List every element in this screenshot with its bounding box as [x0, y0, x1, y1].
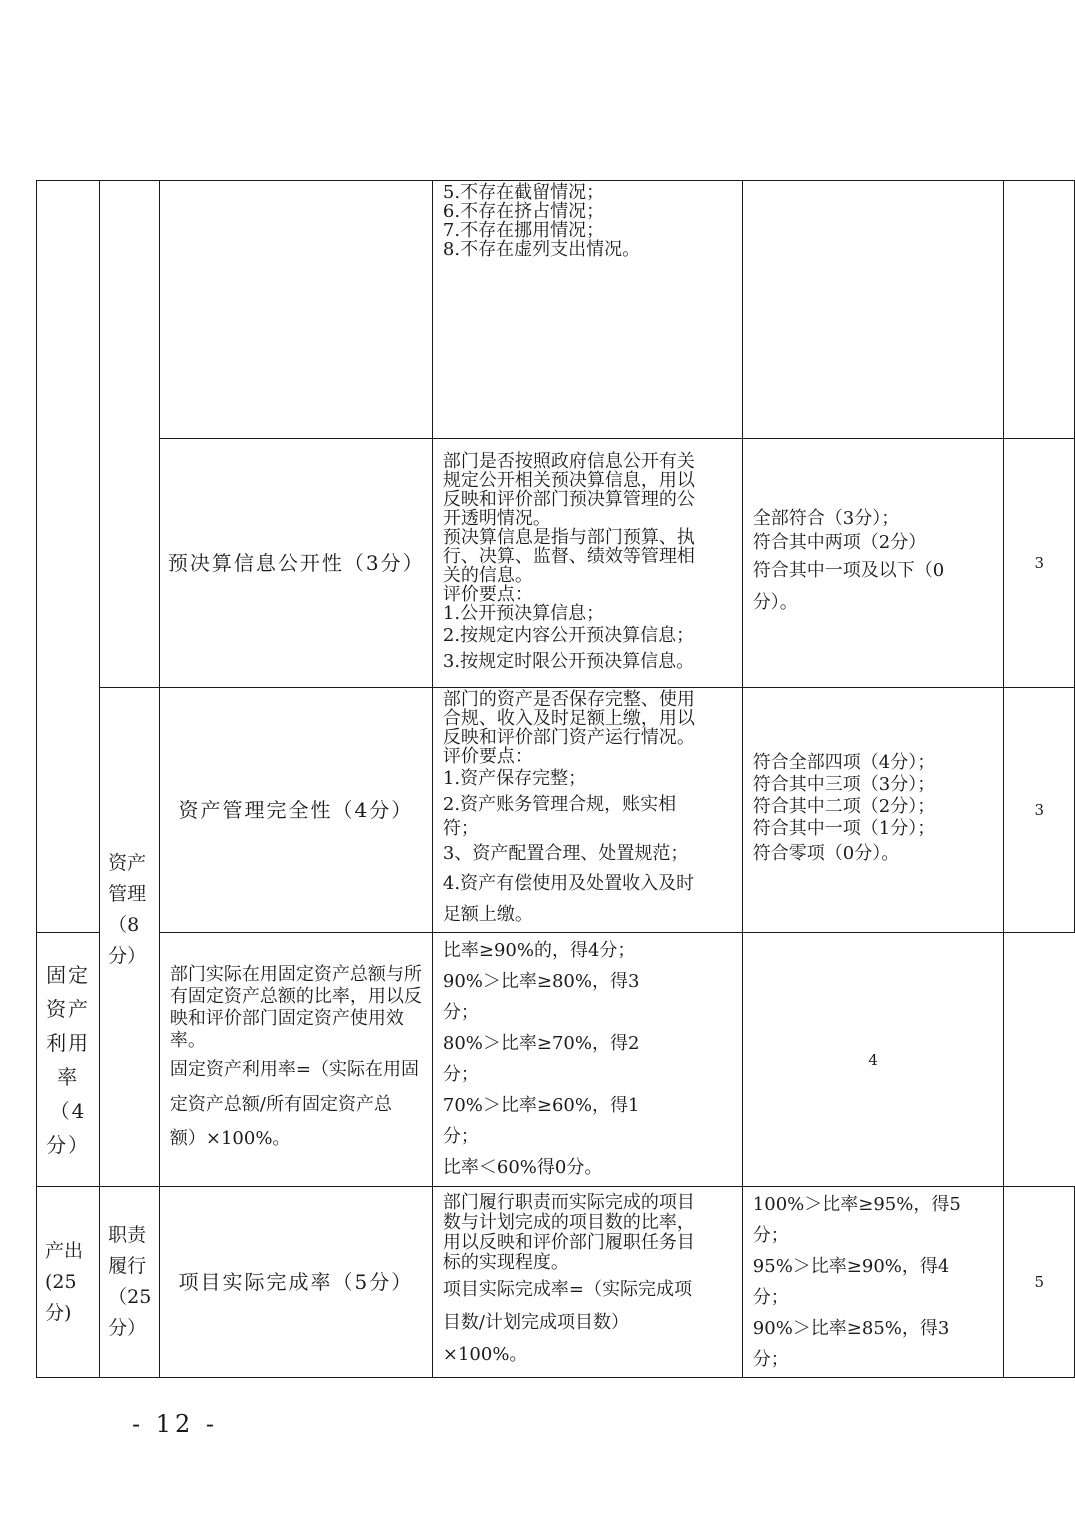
desc-line: 反映和评价部门预决算管理的公 [442, 488, 695, 510]
desc-line: ×100%。 [442, 1344, 528, 1365]
criteria-line: 90%＞比率≥80%，得3 [442, 971, 640, 992]
criteria-line: 分； [442, 1064, 479, 1085]
desc-line: 有固定资产总额的比率，用以反 [169, 985, 422, 1007]
score-fixed-asset: 4 [742, 933, 1004, 1187]
desc-line: 部门是否按照政府信息公开有关 [442, 450, 695, 472]
criteria-line: 分； [752, 1224, 789, 1246]
criteria-line: 符合全部四项（4分）； [752, 752, 936, 773]
desc-line: 3、资产配置合理、处置规范； [442, 843, 689, 864]
description-project-completion [432, 1187, 742, 1378]
point-line: 6.不存在挤占情况； [442, 201, 605, 222]
criteria-disclosure [742, 439, 1004, 688]
criteria-line: 全部符合（3分）； [752, 508, 900, 529]
description-fixed-asset [159, 933, 432, 1187]
criteria-line: 符合其中三项（3分）； [752, 774, 936, 795]
desc-line: 2.资产账务管理合规，账实相 [442, 794, 677, 815]
page-number: - 12 - [132, 1410, 219, 1438]
desc-line: 固定资产利用率=（实际在用固 [169, 1058, 419, 1080]
table-row-asset-integrity [37, 688, 1075, 933]
desc-line: 评价要点： [442, 583, 533, 605]
criteria-asset-integrity [742, 688, 1004, 933]
indicator-disclosure: 预决算信息公开性（3分） [159, 439, 432, 688]
desc-line: 1.资产保存完整； [442, 768, 587, 789]
desc-line: 行、决算、监督、绩效等管理相 [442, 545, 695, 567]
desc-line: 足额上缴。 [442, 904, 533, 925]
evaluation-table [36, 180, 1075, 1378]
criteria-line: 符合零项（0分）。 [752, 843, 900, 864]
indicator-asset-integrity: 资产管理完全性（4分） [159, 688, 432, 933]
desc-line: 额）×100%。 [169, 1127, 291, 1149]
criteria-line: 100%＞比率≥95%，得5 [752, 1193, 961, 1215]
desc-line: 率。 [169, 1029, 206, 1051]
criteria-line: 90%＞比率≥85%，得3 [752, 1317, 950, 1339]
description-disclosure [432, 439, 742, 688]
desc-line: 反映和评价部门资产运行情况。 [442, 727, 695, 748]
criteria-line: 分； [442, 1002, 479, 1023]
indicator-fixed-asset: 固定资产利用率（4分） [37, 933, 100, 1187]
desc-line: 符； [442, 818, 479, 839]
desc-line: 数与计划完成的项目数的比率， [442, 1212, 695, 1233]
point-line: 8.不存在虚列支出情况。 [442, 239, 641, 260]
criteria-line: 分）。 [752, 592, 798, 613]
criteria-line: 80%＞比率≥70%，得2 [442, 1033, 640, 1054]
output-label: 产出(25分) [37, 1187, 100, 1378]
table-row-project-completion [37, 1187, 1075, 1378]
desc-line: 3.按规定时限公开预决算信息。 [442, 650, 695, 672]
criteria-line: 符合其中一项（1分）； [752, 818, 936, 839]
score-project-completion: 5 [1004, 1187, 1075, 1378]
criteria-project-completion [742, 1187, 1004, 1378]
desc-line: 关的信息。 [442, 564, 533, 586]
criteria-line: 分； [752, 1286, 789, 1308]
desc-line: 1.公开预决算信息； [442, 602, 605, 624]
description-asset-integrity [432, 688, 742, 933]
point-line: 5.不存在截留情况； [442, 182, 605, 203]
desc-line: 用以反映和评价部门履职任务目 [442, 1232, 695, 1253]
score-cell-empty [1004, 181, 1075, 439]
criteria-line: 符合其中一项及以下（0 [752, 560, 945, 581]
table-row-disclosure [37, 439, 1075, 688]
duty-label: 职责履行（25分） [100, 1187, 160, 1378]
desc-line: 规定公开相关预决算信息，用以 [442, 469, 695, 491]
score-disclosure: 3 [1004, 439, 1075, 688]
budget-points-cell [432, 181, 742, 439]
criteria-line: 符合其中二项（2分）； [752, 796, 936, 817]
desc-line: 标的实现程度。 [442, 1252, 569, 1273]
desc-line: 部门实际在用固定资产总额与所 [169, 963, 422, 985]
criteria-fixed-asset [432, 933, 742, 1187]
asset-management-label: 资产管理（8分） [100, 688, 160, 1187]
criteria-cell-empty [742, 181, 1004, 439]
criteria-line: 比率≥90%的，得4分； [442, 940, 636, 961]
criteria-line: 95%＞比率≥90%，得4 [752, 1255, 950, 1277]
desc-line: 预决算信息是指与部门预算、执 [442, 526, 695, 548]
category-cell-empty [37, 181, 100, 933]
desc-line: 2.按规定内容公开预决算信息； [442, 624, 695, 646]
table-row-fixed-asset [37, 933, 1075, 1187]
desc-line: 部门的资产是否保存完整、使用 [442, 689, 695, 710]
desc-line: 定资产总额/所有固定资产总 [169, 1093, 392, 1115]
score-asset-integrity: 3 [1004, 688, 1075, 933]
desc-line: 评价要点： [442, 746, 533, 767]
table-row-budget-continuation [37, 181, 1075, 439]
indicator-cell-empty [159, 181, 432, 439]
criteria-line: 分； [752, 1348, 789, 1370]
desc-line: 开透明情况。 [442, 507, 551, 529]
desc-line: 合规、收入及时足额上缴，用以 [442, 708, 695, 729]
subcategory-cell-empty [100, 181, 160, 688]
desc-line: 部门履行职责而实际完成的项目 [442, 1192, 695, 1213]
desc-line: 4.资产有偿使用及处置收入及时 [442, 873, 695, 894]
desc-line: 目数/计划完成项目数） [442, 1312, 629, 1333]
desc-line: 映和评价部门固定资产使用效 [169, 1007, 404, 1029]
criteria-line: 分； [442, 1126, 479, 1147]
point-line: 7.不存在挪用情况； [442, 220, 605, 241]
criteria-line: 70%＞比率≥60%，得1 [442, 1095, 640, 1116]
desc-line: 项目实际完成率=（实际完成项 [442, 1279, 692, 1300]
indicator-project-completion: 项目实际完成率（5分） [159, 1187, 432, 1378]
criteria-line: 比率＜60%得0分。 [442, 1157, 603, 1178]
criteria-line: 符合其中两项（2分） [752, 532, 927, 553]
